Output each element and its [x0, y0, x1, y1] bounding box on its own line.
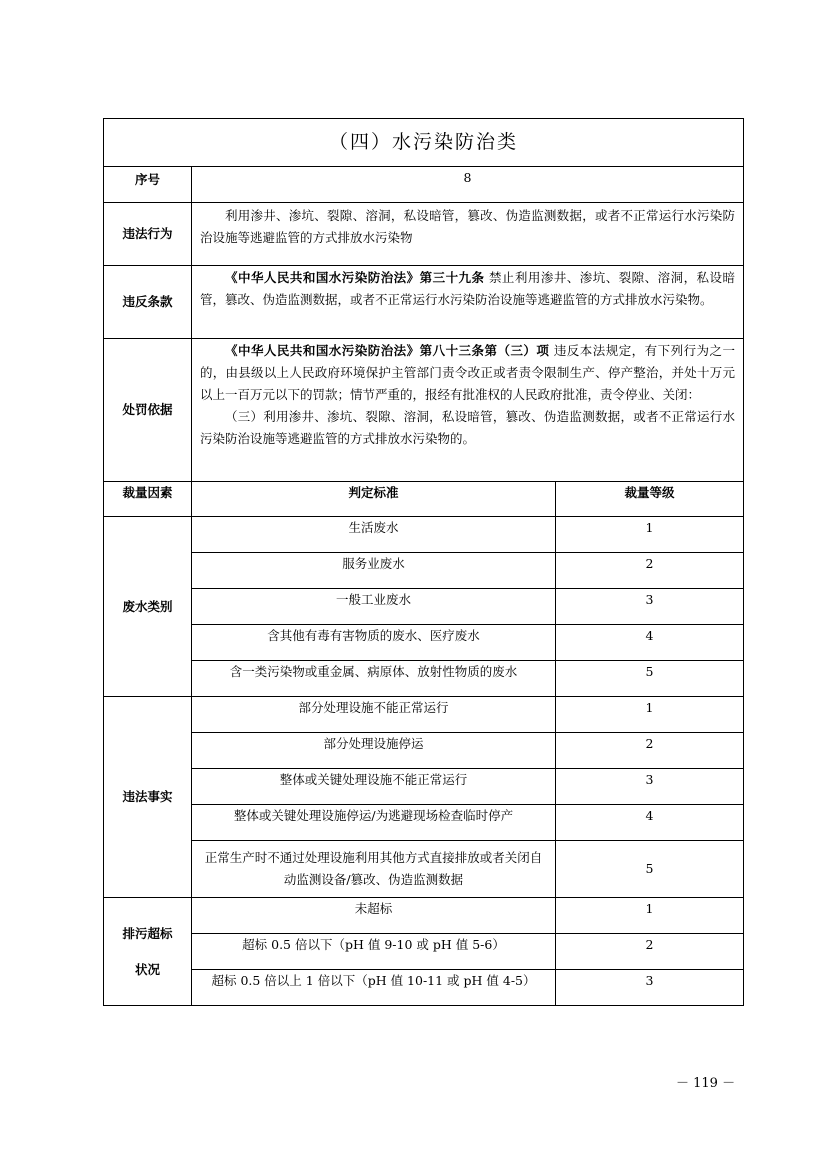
penalty-basis-cell — [192, 339, 744, 482]
excess-label-line2: 状况 — [134, 961, 160, 977]
violated-clause-text: 禁止利用渗井、渗坑、裂隙、溶洞，私设暗管，篡改、伪造监测数据，或者不正常运行水污染防治设施等逃避监管的方式排放水污染物。 — [200, 270, 735, 307]
header-standard: 判定标准 — [192, 482, 556, 517]
table-row-standard: 含一类污染物或重金属、病原体、放射性物质的废水 — [192, 661, 556, 697]
table-row-level: 2 — [556, 553, 744, 589]
table-row-standard: 超标 0.5 倍以下（pH 值 9-10 或 pH 值 5-6） — [192, 934, 556, 970]
table-row-standard: 超标 0.5 倍以上 1 倍以下（pH 值 10-11 或 pH 值 4-5） — [192, 970, 556, 1006]
table-row-standard: 部分处理设施停运 — [192, 733, 556, 769]
violated-clause-label: 违反条款 — [104, 266, 192, 339]
excess-label-line1: 排污超标 — [122, 925, 173, 941]
violation-text: 利用渗井、渗坑、裂隙、溶洞，私设暗管，篡改、伪造监测数据，或者不正常运行水污染防治设施等逃避监管的方式排放水污染物 — [200, 208, 736, 245]
table-row-standard: 整体或关键处理设施停运/为逃避现场检查临时停产 — [192, 805, 556, 841]
violated-clause-law: 《中华人民共和国水污染防治法》第三十九条 — [225, 270, 485, 285]
table-row-level: 3 — [556, 970, 744, 1006]
table-row-level: 2 — [556, 934, 744, 970]
table-row-level: 1 — [556, 517, 744, 553]
serial-value: 8 — [192, 167, 744, 203]
table-row-level: 5 — [556, 661, 744, 697]
table-row-standard: 一般工业废水 — [192, 589, 556, 625]
table-row-level: 2 — [556, 733, 744, 769]
violation-text-cell — [192, 203, 744, 266]
penalty-basis-text2: （三）利用渗井、渗坑、裂隙、溶洞，私设暗管，篡改、伪造监测数据，或者不正常运行水污染防治设施等逃避监管的方式排放水污染物的。 — [200, 409, 736, 446]
table-row-level: 3 — [556, 589, 744, 625]
serial-label: 序号 — [104, 167, 192, 203]
table-row-standard: 生活废水 — [192, 517, 556, 553]
table-row-standard: 未超标 — [192, 898, 556, 934]
table-row-standard: 部分处理设施不能正常运行 — [192, 697, 556, 733]
table-row-standard: 含其他有毒有害物质的废水、医疗废水 — [192, 625, 556, 661]
page-number: － 119 － — [676, 1076, 736, 1091]
penalty-basis-text1: 违反本法规定，有下列行为之一的，由县级以上人民政府环境保护主管部门责令改正或者责令限制生产、停产整治，并处十万元以上一百万元以下的罚款；情节严重的，报经有批准权的人民政府批准，责令停业、关闭： — [200, 343, 736, 402]
penalty-basis-label: 处罚依据 — [104, 339, 192, 482]
header-factor: 裁量因素 — [104, 482, 192, 517]
table-row-standard: 正常生产时不通过处理设施利用其他方式直接排放或者关闭自动监测设备/篡改、伪造监测数据 — [192, 841, 556, 898]
excess-label — [104, 898, 192, 1006]
table-title-cell — [104, 119, 744, 167]
table-row-standard: 整体或关键处理设施不能正常运行 — [192, 769, 556, 805]
table-row-level: 5 — [556, 841, 744, 898]
header-level: 裁量等级 — [556, 482, 744, 517]
table-row-level: 1 — [556, 898, 744, 934]
wastewater-label: 废水类别 — [104, 517, 192, 697]
facts-label: 违法事实 — [104, 697, 192, 898]
table-row-level: 1 — [556, 697, 744, 733]
table-row-level: 4 — [556, 625, 744, 661]
section-title: （四）水污染防治类 — [329, 130, 519, 153]
table-row-level: 3 — [556, 769, 744, 805]
violation-label: 违法行为 — [104, 203, 192, 266]
table-row-level: 4 — [556, 805, 744, 841]
violated-clause-cell — [192, 266, 744, 339]
discretion-table — [103, 118, 744, 1006]
penalty-basis-law: 《中华人民共和国水污染防治法》第八十三条第（三）项 — [225, 343, 550, 358]
table-row-standard: 服务业废水 — [192, 553, 556, 589]
